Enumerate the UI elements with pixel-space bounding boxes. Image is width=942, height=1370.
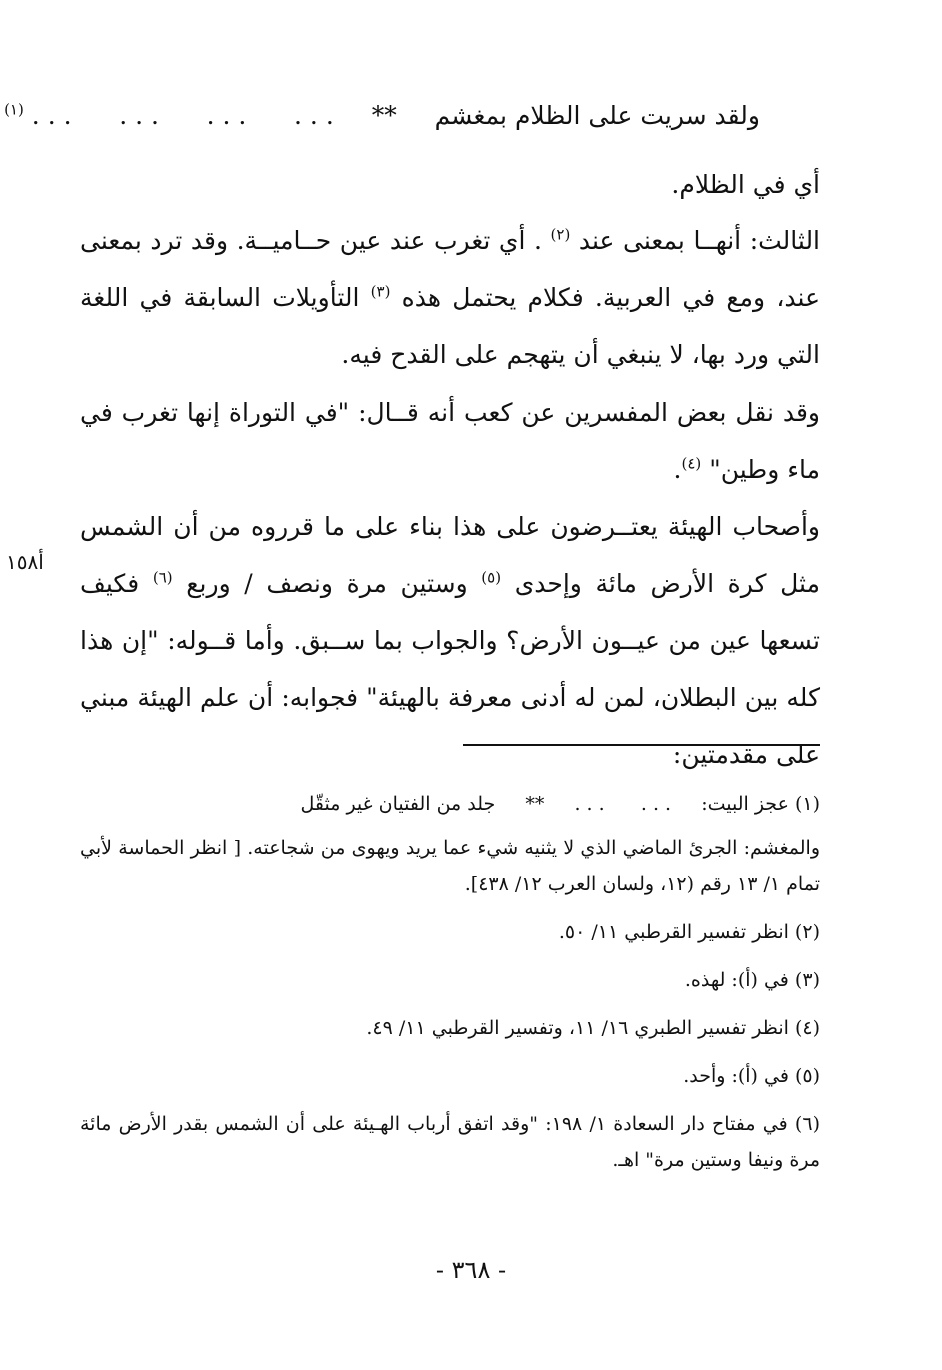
footnote-1: [80, 786, 820, 822]
paragraph-kaab-quote: [80, 384, 820, 498]
paragraph-text: أي في الظلام.: [671, 170, 820, 199]
footnote-label: (١) عجز البيت:: [701, 793, 820, 815]
paragraph-third-interpretation: [80, 212, 820, 383]
paragraph-text: .: [673, 455, 682, 484]
footnote-6: [80, 1106, 820, 1178]
manuscript-folio-marker: أ١٥٨: [6, 550, 44, 574]
footnote-text: (٥) في (أ): وأحد.: [683, 1065, 820, 1087]
footnote-3: [80, 962, 820, 998]
footnote-divider: [463, 744, 820, 746]
verse-second-hemistich: . . . . . . . . . . . .: [31, 101, 334, 130]
footnote-reference: (٥): [481, 568, 502, 587]
footnote-text: (٦) في مفتاح دار السعادة ١/ ١٩٨: "وقد اتفق أرباب الهـيئة على أن الشمس بقدر الأرض مائة مرة ونيفا وستين مرة" اهـ.: [80, 1113, 820, 1171]
footnote-dots: . . . . . .: [574, 793, 672, 815]
paragraph-text: وقد نقل بعض المفسرين عن كعب أنه قــال: "في التوراة إنها تغرب في ماء وطين": [80, 398, 820, 484]
footnote-text: (٣) في (أ): لهذه.: [684, 969, 820, 991]
paragraph-astronomy-objection: [80, 498, 820, 783]
footnote-reference: (٦): [152, 568, 173, 587]
footnotes-section: [80, 786, 820, 1190]
footnote-2: [80, 914, 820, 950]
verse-separator: **: [371, 101, 397, 130]
poetry-verse: [4, 94, 760, 138]
paragraph-text: وستين مرة ونصف / وربع: [186, 569, 468, 598]
footnote-text: والمغشم: الجرئ الماضي الذي لا يثنيه شيء عما يريد ويهوى من شجاعته. [ انظر الحماسة لأبي تمام ١/ ١٣ رقم (١٢، ولسان العرب ١٢/ ٤٣٨].: [80, 837, 820, 895]
footnote-separator: **: [525, 793, 545, 815]
paragraph-text: . أي تغرب عند عين حــاميــة. وقد ترد بمعنى عند، ومع في العربية. فكلام يحتمل هذه: [80, 226, 820, 312]
paragraph-text: وأصحاب الهيئة يعتــرضون على هذا بناء على ما قرروه من أن الشمس مثل كرة الأرض مائة وإحدى: [80, 512, 820, 598]
page-number: - ٣٦٨ -: [435, 1256, 507, 1284]
footnote-1-explanation: [80, 830, 820, 902]
footnote-4: [80, 1010, 820, 1046]
footnote-reference: (١): [4, 100, 24, 119]
footnote-reference: (٣): [370, 282, 391, 301]
footnote-text: (٢) انظر تفسير القرطبي ١١/ ٥٠.: [558, 921, 820, 943]
paragraph-text: الثالث: أنهــا بمعنى عند: [578, 226, 821, 255]
footnote-text: جلد من الفتيان غير مثقّل: [300, 793, 496, 815]
paragraph-text: التأويلات السابقة في اللغة التي ورد بها، لا ينبغي أن يتهجم على القدح فيه.: [80, 283, 820, 369]
footnote-reference: (٤): [681, 454, 702, 473]
paragraph-meaning: [80, 156, 820, 213]
verse-first-hemistich: ولقد سريت على الظلام بمغشم: [434, 101, 760, 130]
footnote-5: [80, 1058, 820, 1094]
footnote-reference: (٢): [550, 225, 571, 244]
footnote-text: (٤) انظر تفسير الطبري ١٦/ ١١، وتفسير القرطبي ١١/ ٤٩.: [366, 1017, 820, 1039]
paragraph-text: فكيف تسعها عين من عيــون الأرض؟ والجواب بما ســبق. وأما قــوله: "إن هذا كله بين البطلان، لمن له أدنى معرفة بالهيئة" فجوابه: أن علم الهيئة مبني على مقدمتين:: [80, 569, 820, 769]
